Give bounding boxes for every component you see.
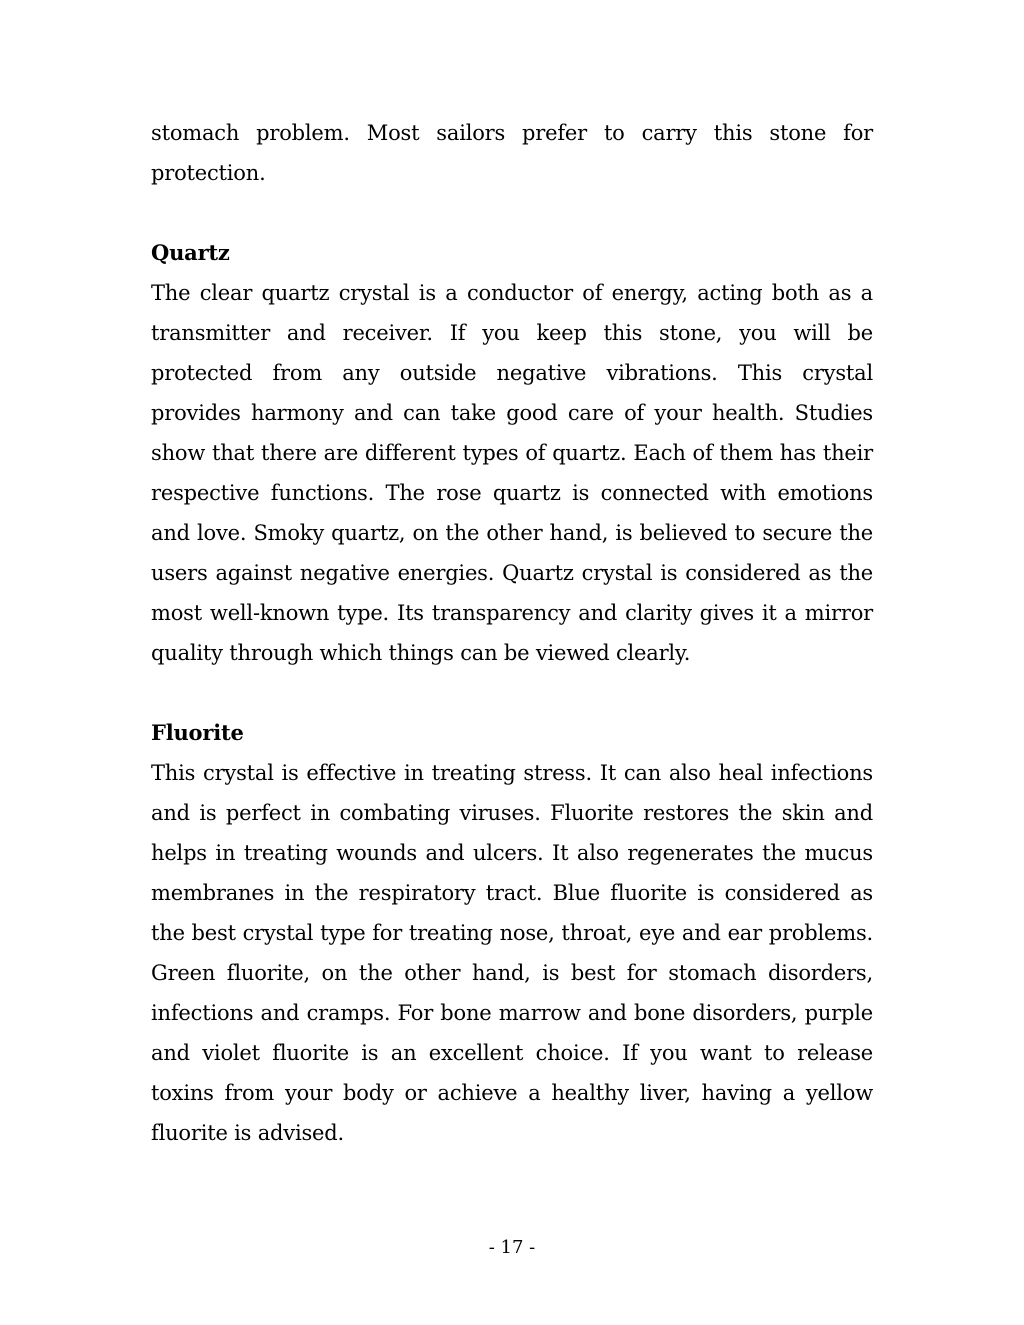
page-number: - 17 - [488, 1237, 536, 1258]
section-heading-quartz: Quartz [151, 240, 230, 265]
page-body [151, 113, 873, 1153]
intro-paragraph: stomach problem. Most sailors prefer to carry this stone for protection. [151, 121, 873, 185]
section-body-quartz: The clear quartz crystal is a conductor of energy, acting both as a transmitter and receiver. If you keep this stone, you will be protected from any outside negative vibrations. This crystal provides harmony and can take good care of your health. Studies show that there are different types of quartz. Each of them has their respective functions. The rose quartz is connected with emotions and love. Smoky quartz, on the other hand, is believed to secure the users against negative energies. Quartz crystal is considered as the most well-known type. Its transparency and clarity gives it a mirror quality through which things can be viewed clearly. [151, 281, 873, 665]
section-heading-fluorite: Fluorite [151, 720, 244, 745]
section-body-fluorite: This crystal is effective in treating stress. It can also heal infections and is perfect in combating viruses. Fluorite restores the skin and helps in treating wounds and ulcers. It also regenerates the mucus membranes in the respiratory tract. Blue fluorite is considered as the best crystal type for treating nose, throat, eye and ear problems. Green fluorite, on the other hand, is best for stomach disorders, infections and cramps. For bone marrow and bone disorders, purple and violet fluorite is an excellent choice. If you want to release toxins from your body or achieve a healthy liver, having a yellow fluorite is advised. [151, 761, 873, 1145]
